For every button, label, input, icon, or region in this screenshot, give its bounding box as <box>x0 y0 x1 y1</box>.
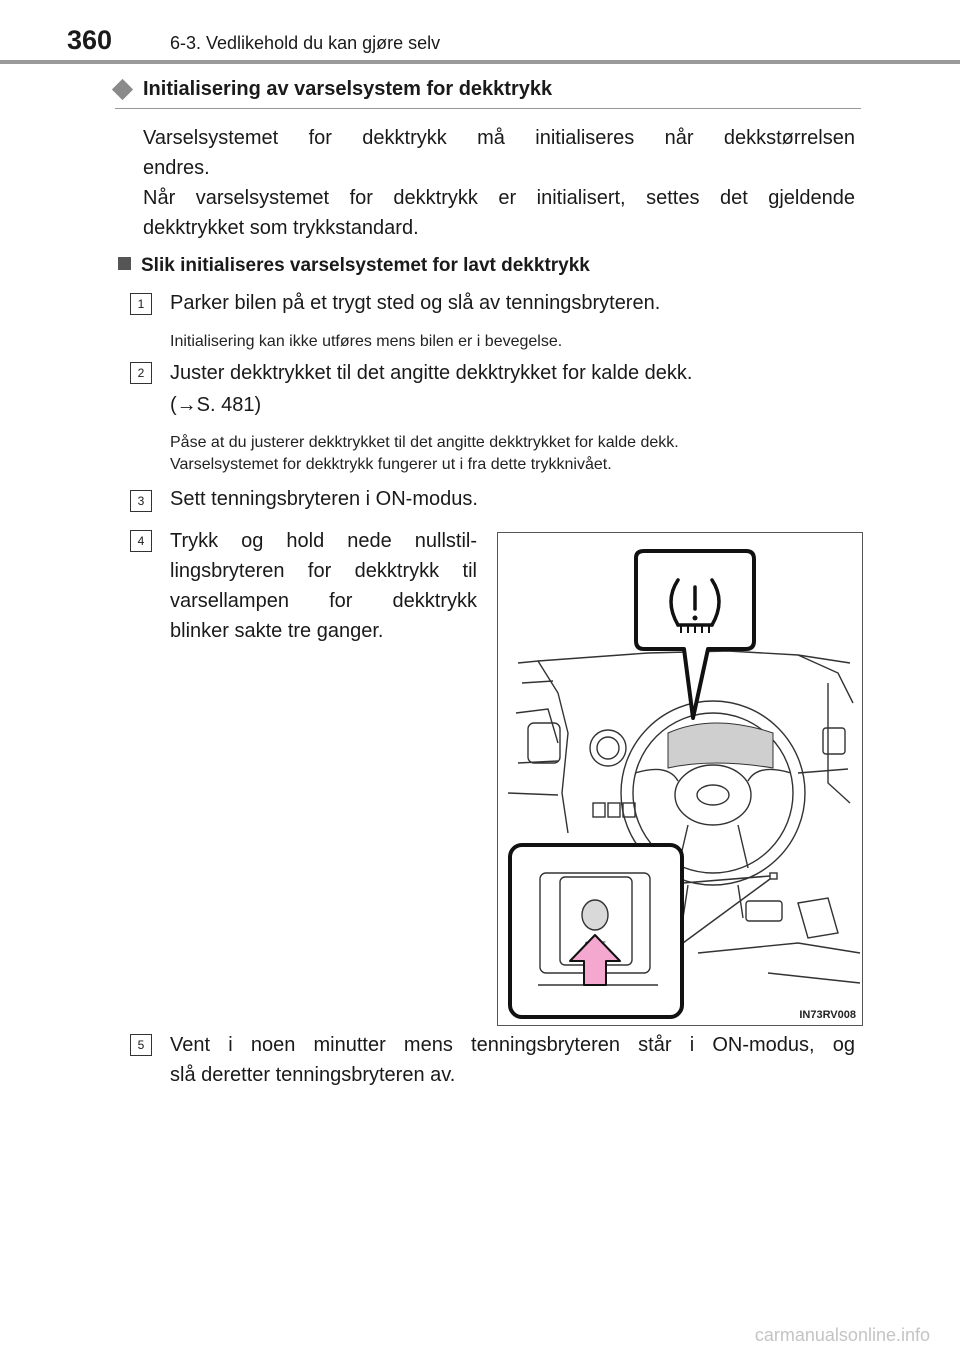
square-bullet-icon <box>118 257 131 270</box>
step-2-note-line-2: Varselsystemet for dekktrykk fungerer ut i fra dette trykknivået. <box>170 456 612 473</box>
intro-line-1: Varselsystemet for dekktrykk må initialiseres når dekkstørrelsen <box>143 127 855 149</box>
step-5-text-line-1: Vent i noen minutter mens tenningsbryteren står i ON-modus, og <box>170 1034 855 1056</box>
page-number: 360 <box>67 25 113 55</box>
step-3-text: Sett tenningsbryteren i ON-modus. <box>170 488 478 510</box>
step-2-note-line-1: Påse at du justerer dekktrykket til det angitte dekktrykket for kalde dekk. <box>170 434 679 451</box>
header-divider <box>0 60 960 64</box>
subsection-title: Slik initialiseres varselsystemet for lavt dekktrykk <box>141 255 590 276</box>
step-number-4: 4 <box>130 530 152 552</box>
step-number-1: 1 <box>130 293 152 315</box>
dashboard-drawing <box>498 533 862 1025</box>
intro-line-4: dekktrykket som trykkstandard. <box>143 217 419 239</box>
page-header <box>0 0 960 64</box>
step-4-text-line-4: blinker sakte tre ganger. <box>170 620 384 642</box>
intro-line-2: endres. <box>143 157 210 179</box>
tpms-reset-illustration <box>497 532 863 1026</box>
step-4-text-line-2: lingsbryteren for dekktrykk til <box>170 560 477 582</box>
diamond-bullet-icon <box>112 79 133 100</box>
step-5-text-line-2: slå deretter tenningsbryteren av. <box>170 1064 456 1086</box>
chapter-title: 6-3. Vedlikehold du kan gjøre selv <box>170 33 441 53</box>
step-number-3: 3 <box>130 490 152 512</box>
step-1-note: Initialisering kan ikke utføres mens bilen er i bevegelse. <box>170 333 563 350</box>
step-number-2: 2 <box>130 362 152 384</box>
step-4-text-line-1: Trykk og hold nede nullstil- <box>170 530 477 552</box>
step-2-text-line-1: Juster dekktrykket til det angitte dekktrykket for kalde dekk. <box>170 362 693 384</box>
section-title: Initialisering av varselsystem for dekktrykk <box>143 78 553 100</box>
intro-line-3: Når varselsystemet for dekktrykk er initialisert, settes det gjeldende <box>143 187 855 209</box>
step-number-5: 5 <box>130 1034 152 1056</box>
step-4-text-line-3: varsellampen for dekktrykk <box>170 590 477 612</box>
step-1-text: Parker bilen på et trygt sted og slå av tenningsbryteren. <box>170 292 661 314</box>
step-2-text-line-2: (→S. 481) <box>170 394 262 416</box>
figure-code: IN73RV008 <box>799 1009 856 1021</box>
watermark: carmanualsonline.info <box>754 1325 930 1345</box>
section-heading <box>115 78 861 109</box>
subsection-heading <box>118 255 590 277</box>
